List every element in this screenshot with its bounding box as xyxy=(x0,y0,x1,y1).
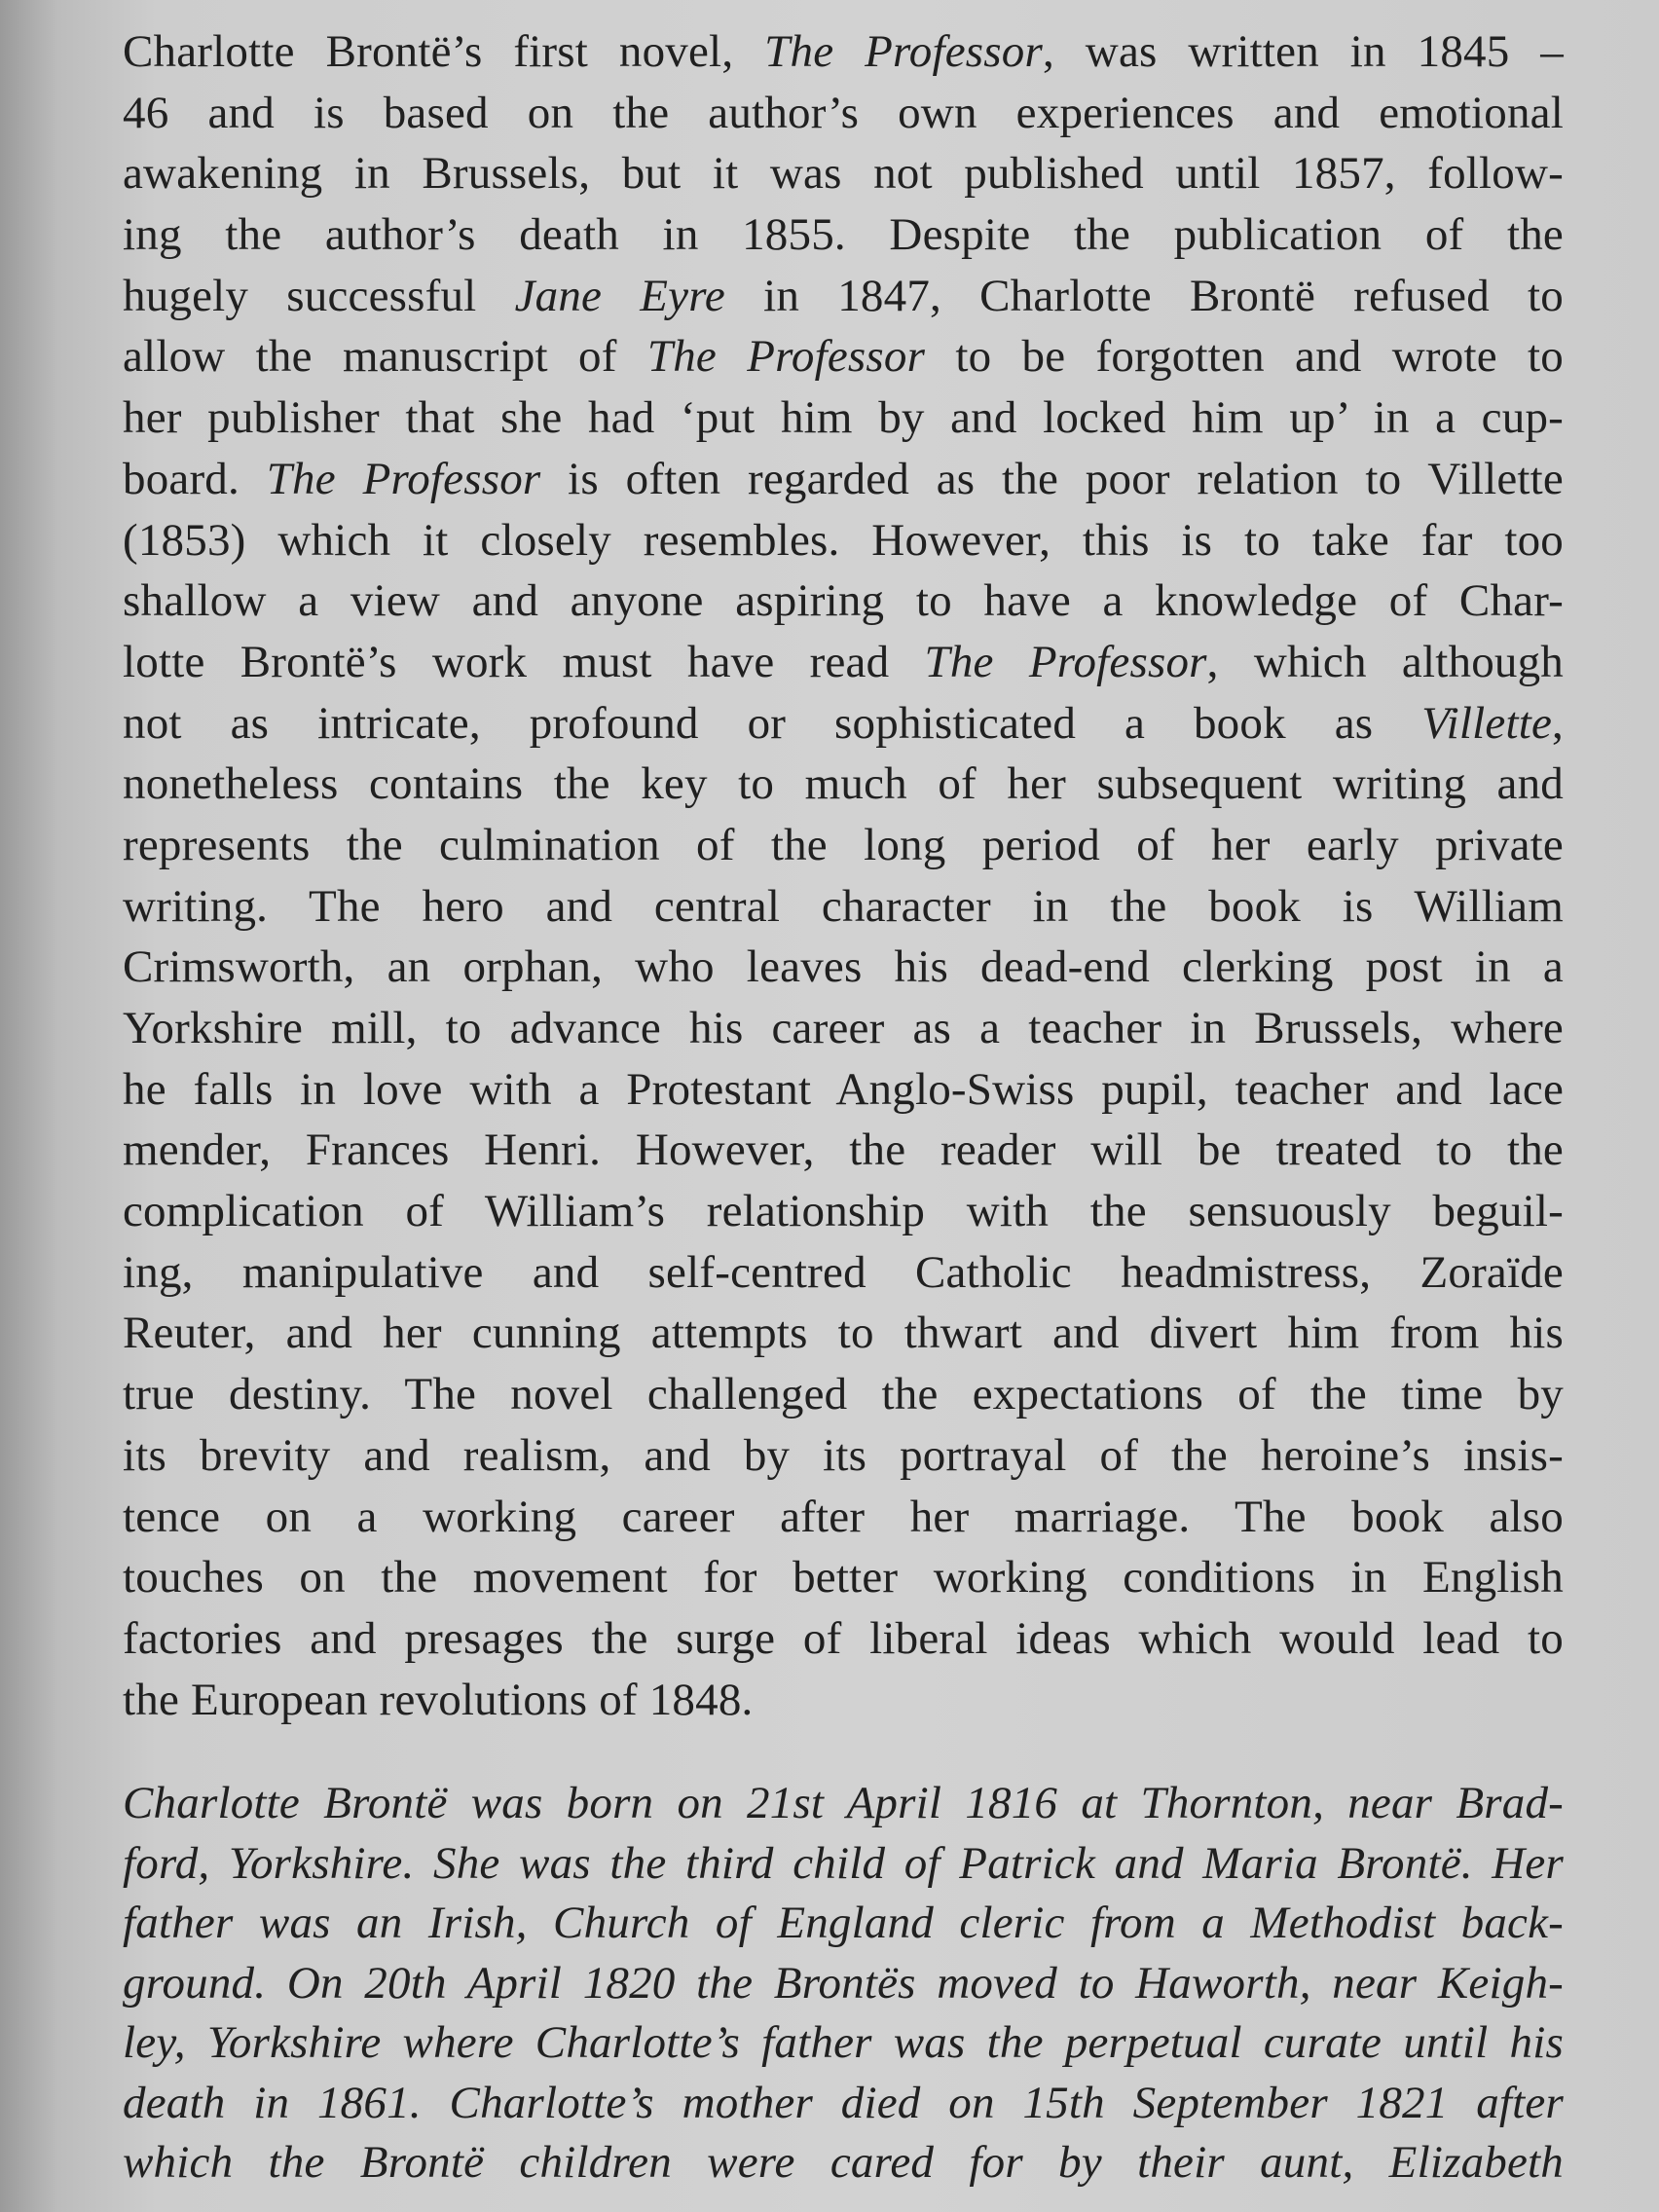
text-line xyxy=(123,876,1564,938)
text-segment: touches on the movement for better working conditions in English xyxy=(123,1552,1564,1604)
bio-text-line: father was an Irish, Church of England cleric from a Methodist back- xyxy=(123,1898,1564,1948)
text-segment: ing the author’s death in 1855. Despite the publication of the xyxy=(123,209,1564,261)
text-segment: tence on a working career after her marriage. The book also xyxy=(123,1491,1564,1542)
text-segment: factories and presages the surge of liberal ideas which would lead to xyxy=(123,1612,1564,1664)
text-segment: Charlotte Brontë’s first novel, xyxy=(123,26,765,77)
text-line xyxy=(123,510,1564,571)
bio-text-line: death in 1861. Charlotte’s mother died on 15th September 1821 after xyxy=(123,2077,1564,2128)
text-segment: nonetheless contains the key to much of her subsequent writing and xyxy=(123,758,1564,810)
text-line xyxy=(123,1303,1564,1364)
text-segment: , which although xyxy=(1206,636,1564,687)
text-line xyxy=(123,1059,1564,1121)
text-line xyxy=(123,83,1564,144)
text-line xyxy=(123,754,1564,815)
text-segment: (1853) which it closely resembles. However, this is to take far too xyxy=(123,514,1564,566)
italic-title: The Professor xyxy=(924,636,1207,687)
text-segment: lotte Brontë’s work must have read xyxy=(123,636,925,687)
text-segment: her publisher that she had ‘put him by and locked him up’ in a cup- xyxy=(123,392,1564,444)
text-line xyxy=(123,1670,1564,1731)
text-line xyxy=(123,1425,1564,1487)
text-segment: he falls in love with a Protestant Anglo-Swiss pupil, teacher and lace xyxy=(123,1063,1564,1115)
bio-text-line: Charlotte Brontë was born on 21st April 1816 at Thornton, near Brad- xyxy=(123,1778,1564,1828)
text-line xyxy=(123,1242,1564,1304)
text-line xyxy=(123,571,1564,632)
text-segment: true destiny. The novel challenged the expectations of the time by xyxy=(123,1369,1564,1420)
bio-text-line: which the Brontë children were cared for by their aunt, Elizabeth xyxy=(123,2137,1564,2188)
text-segment: represents the culmination of the long period of her early private xyxy=(123,819,1564,870)
text-segment: mender, Frances Henri. However, the reader will be treated to the xyxy=(123,1124,1564,1176)
text-segment: , xyxy=(1552,697,1564,749)
text-line xyxy=(123,204,1564,266)
text-line xyxy=(123,632,1564,693)
text-line xyxy=(123,1487,1564,1548)
text-segment: Reuter, and her cunning attempts to thwart and divert him from his xyxy=(123,1308,1564,1359)
text-line xyxy=(123,266,1564,327)
text-line xyxy=(123,387,1564,449)
text-segment: allow the manuscript of xyxy=(123,331,647,383)
text-segment: hugely successful xyxy=(123,270,515,321)
italic-title: The Professor xyxy=(646,331,926,383)
italic-title: The Professor xyxy=(266,453,541,504)
biography-paragraph xyxy=(123,1774,1564,2194)
bio-text-line: ley, Yorkshire where Charlotte’s father was the perpetual curate until his xyxy=(123,2017,1564,2068)
text-line xyxy=(123,1120,1564,1181)
text-line xyxy=(123,449,1564,510)
bio-text-line: ford, Yorkshire. She was the third child of Patrick and Maria Brontë. Her xyxy=(123,1837,1564,1889)
text-segment: Yorkshire mill, to advance his career as a teacher in Brussels, where xyxy=(123,1003,1564,1053)
text-segment: awakening in Brussels, but it was not published until 1857, follow- xyxy=(123,148,1564,200)
text-segment: its brevity and realism, and by its portrayal of the heroine’s insis- xyxy=(123,1429,1564,1481)
text-line xyxy=(123,693,1564,755)
text-segment: the European revolutions of 1848. xyxy=(123,1674,754,1725)
text-segment: not as intricate, profound or sophisticated a book as xyxy=(123,697,1422,749)
text-segment: 46 and is based on the author’s own experiences and emotional xyxy=(123,87,1564,138)
text-segment: to be forgotten and wrote to xyxy=(925,331,1564,383)
italic-title: Jane Eyre xyxy=(514,270,725,321)
text-segment: ing, manipulative and self-centred Catholic headmistress, Zoraïde xyxy=(123,1246,1564,1298)
text-line xyxy=(123,937,1564,998)
text-line xyxy=(123,1608,1564,1670)
text-line xyxy=(123,143,1564,204)
text-line xyxy=(123,998,1564,1059)
bio-text-line: ground. On 20th April 1820 the Brontës moved to Haworth, near Keigh- xyxy=(123,1957,1564,2009)
text-segment: complication of William’s relationship with the sensuously beguil- xyxy=(123,1186,1564,1237)
text-line xyxy=(123,1181,1564,1242)
text-segment: writing. The hero and central character in the book is William xyxy=(123,880,1564,932)
text-line xyxy=(123,1364,1564,1425)
text-segment: Crimsworth, an orphan, who leaves his dead-end clerking post in a xyxy=(123,941,1564,993)
text-line xyxy=(123,326,1564,387)
text-line xyxy=(123,1547,1564,1608)
text-line xyxy=(123,21,1564,83)
text-segment: board. xyxy=(123,453,267,504)
text-segment: in 1847, Charlotte Brontë refused to xyxy=(725,270,1565,321)
main-paragraph xyxy=(123,21,1564,1730)
text-segment: , was written in 1845 – xyxy=(1042,26,1564,77)
italic-title: The Professor xyxy=(764,26,1043,77)
text-segment: is often regarded as the poor relation to Villette xyxy=(540,453,1564,504)
text-line xyxy=(123,815,1564,876)
text-segment: shallow a view and anyone aspiring to have a knowledge of Char- xyxy=(123,575,1564,627)
italic-title: Villette xyxy=(1421,697,1553,749)
